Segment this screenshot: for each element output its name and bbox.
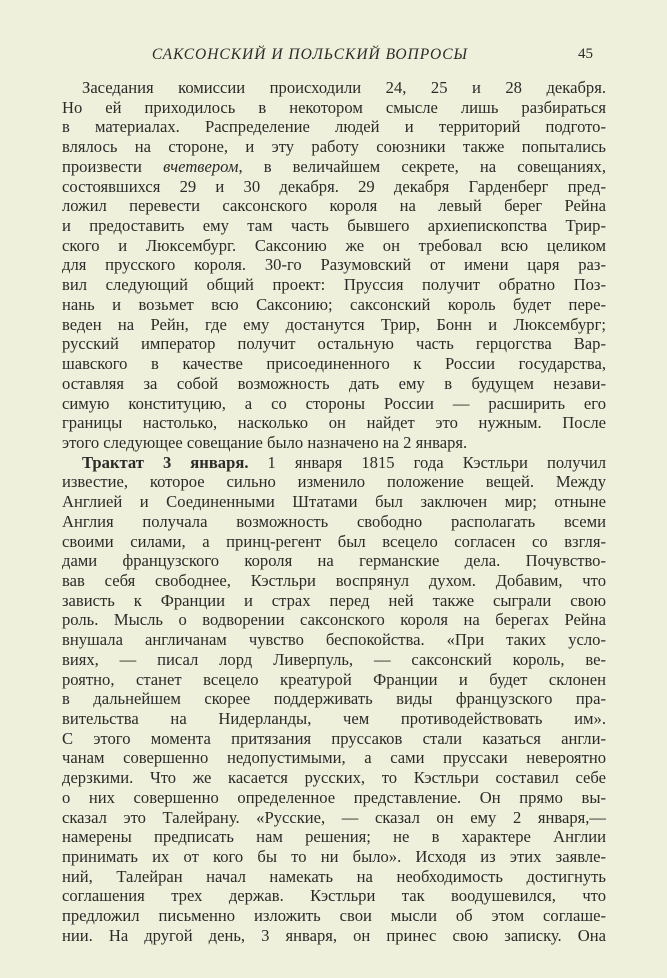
- text-line: [62, 847, 606, 867]
- text-line: [62, 374, 606, 394]
- text-run: оставляя за собой возможность дать ему в будущем незави-: [62, 373, 606, 393]
- text-run: известие, которое сильно изменило положение вещей. Между: [62, 472, 606, 492]
- text-run: состоявшихся 29 и 30 декабря. 29 декабря Гарденберг пред-: [62, 176, 606, 196]
- text-run: роль. Мысль о водворении саксонского короля на берегах Рейна: [62, 610, 606, 630]
- text-run: принимать их от кого бы то ни было». Исходя из этих заявле-: [62, 847, 606, 867]
- text-run: этого следующее совещание было назначено на 2 января.: [62, 432, 468, 452]
- page-number: 45: [578, 46, 593, 62]
- text-line: [62, 867, 606, 887]
- text-line: [62, 236, 606, 256]
- text-line: [62, 413, 606, 433]
- text-line: [62, 630, 606, 650]
- text-line: [62, 98, 606, 118]
- text-run: шавского в качестве присоединенного к России государства,: [62, 354, 606, 374]
- text-line: [62, 334, 606, 354]
- text-line: [62, 216, 606, 236]
- section-heading: Трактат 3 января.: [82, 452, 249, 472]
- text-line: [62, 650, 606, 670]
- text-run: русский император получит остальную часть герцогства Вар-: [62, 334, 606, 354]
- text-run: границы настолько, насколько он найдет это нужным. После: [62, 413, 606, 433]
- text-line: [62, 689, 606, 709]
- text-line: [62, 926, 606, 946]
- text-line: [62, 512, 606, 532]
- text-run: Англия получала возможность свободно располагать всеми: [62, 511, 606, 531]
- text-run: внушала англичанам чувство беспокойства. «При таких усло-: [62, 630, 606, 650]
- text-line: [62, 808, 606, 828]
- text-run: дерзкими. Что же касается русских, то Кэстльри составил себе: [62, 768, 606, 788]
- text-run: чанам совершенно недопустимыми, а сами пруссаки невероятно: [62, 748, 606, 768]
- text-line: [62, 610, 606, 630]
- text-run: ложил перевести саксонского короля на левый берег Рейна: [62, 196, 606, 216]
- text-run: вительства на Нидерланды, чем противодействовать им».: [62, 709, 606, 728]
- running-header-title: САКСОНСКИЙ И ПОЛЬСКИЙ ВОПРОСЫ: [151, 46, 469, 63]
- text-run: соглашения трех держав. Кэстльри так воодушевился, что: [62, 886, 606, 906]
- text-run: и предоставить ему там часть бывшего архиепископства Трир-: [62, 216, 606, 236]
- text-run: Англией и Соединенными Штатами был заключен мир; отныне: [62, 492, 606, 512]
- text-run: , в величайшем секрете, на совещаниях,: [238, 156, 606, 176]
- text-run: нань и возьмет всю Саксонию; саксонский король будет пере-: [62, 294, 606, 314]
- text-run: Заседания комиссии происходили 24, 25 и 28 декабря.: [82, 78, 606, 97]
- text-run: роятно, станет всецело креатурой Франции и будет склонен: [62, 669, 606, 689]
- text-line: [62, 551, 606, 571]
- text-run: своими силами, а принц-регент был всецело согласен со взгля-: [62, 531, 606, 551]
- text-line: [62, 394, 606, 414]
- text-run: С этого момента притязания пруссаков стали казаться англи-: [62, 728, 606, 748]
- text-run: вав себя свободнее, Кэстльри воспрянул духом. Добавим, что: [62, 570, 606, 590]
- text-line: [62, 768, 606, 788]
- text-line: [62, 255, 606, 275]
- text-run: предложил письменно изложить свои мысли об этом соглаше-: [62, 906, 606, 926]
- text-line: [62, 275, 606, 295]
- text-line: [62, 670, 606, 690]
- text-line: [62, 315, 606, 335]
- text-run: вил следующий общий проект: Пруссия получит обратно Поз-: [62, 275, 606, 295]
- text-line: [62, 591, 606, 611]
- text-line: [62, 709, 606, 729]
- text-run: произвести: [62, 156, 164, 176]
- text-line: [62, 906, 606, 926]
- text-run: ского и Люксембург. Саксонию же он требовал всю целиком: [62, 235, 606, 255]
- text-run: веден на Рейн, где ему достанутся Трир, Бонн и Люксембург;: [62, 314, 606, 334]
- text-run: зависть к Франции и страх перед ней также сыграли свою: [62, 590, 606, 610]
- text-run: 1 января 1815 года Кэстльри получил: [248, 452, 606, 472]
- text-line: [62, 295, 606, 315]
- text-run: Но ей приходилось в некотором смысле лишь разбираться: [62, 97, 606, 117]
- text-line: [62, 729, 606, 749]
- text-line: [62, 433, 606, 453]
- text-line: [62, 117, 606, 137]
- text-run: намерены предписать нам решения; не в характере Англии: [62, 827, 606, 847]
- text-line: [62, 886, 606, 906]
- text-line: [62, 453, 606, 473]
- text-line: [62, 532, 606, 552]
- text-run: в дальнейшем скорее поддерживать виды французского пра-: [62, 689, 606, 709]
- body-text: [62, 78, 606, 946]
- text-run: влялось на стороне, и эту работу союзники также попытались: [62, 137, 606, 157]
- text-line: [62, 78, 606, 98]
- text-run: о них совершенно определенное представление. Он прямо вы-: [62, 787, 606, 807]
- text-line: [62, 196, 606, 216]
- text-run: виях, — писал лорд Ливерпуль, — саксонский король, ве-: [62, 649, 606, 669]
- text-line: [62, 354, 606, 374]
- text-line: [62, 177, 606, 197]
- text-run: дами французского короля на германские дела. Почувство-: [62, 551, 606, 571]
- text-line: [62, 748, 606, 768]
- text-line: [62, 492, 606, 512]
- emphasis-text: вчетвером: [163, 156, 239, 176]
- text-line: [62, 157, 606, 177]
- text-run: симую конституцию, а со стороны России — расширить его: [62, 393, 606, 413]
- text-run: сказал это Талейрану. «Русские, — сказал он ему 2 января,—: [62, 807, 606, 827]
- text-line: [62, 788, 606, 808]
- text-line: [62, 472, 606, 492]
- text-line: [62, 827, 606, 847]
- text-run: для прусского короля. 30-го Разумовский от имени царя раз-: [62, 255, 606, 275]
- text-line: [62, 571, 606, 591]
- text-run: нии. На другой день, 3 января, он принес свою записку. Она: [62, 925, 606, 945]
- text-run: в материалах. Распределение людей и территорий подгото-: [62, 117, 606, 137]
- text-line: [62, 137, 606, 157]
- text-run: ний, Талейран начал намекать на необходимость достигнуть: [62, 866, 606, 886]
